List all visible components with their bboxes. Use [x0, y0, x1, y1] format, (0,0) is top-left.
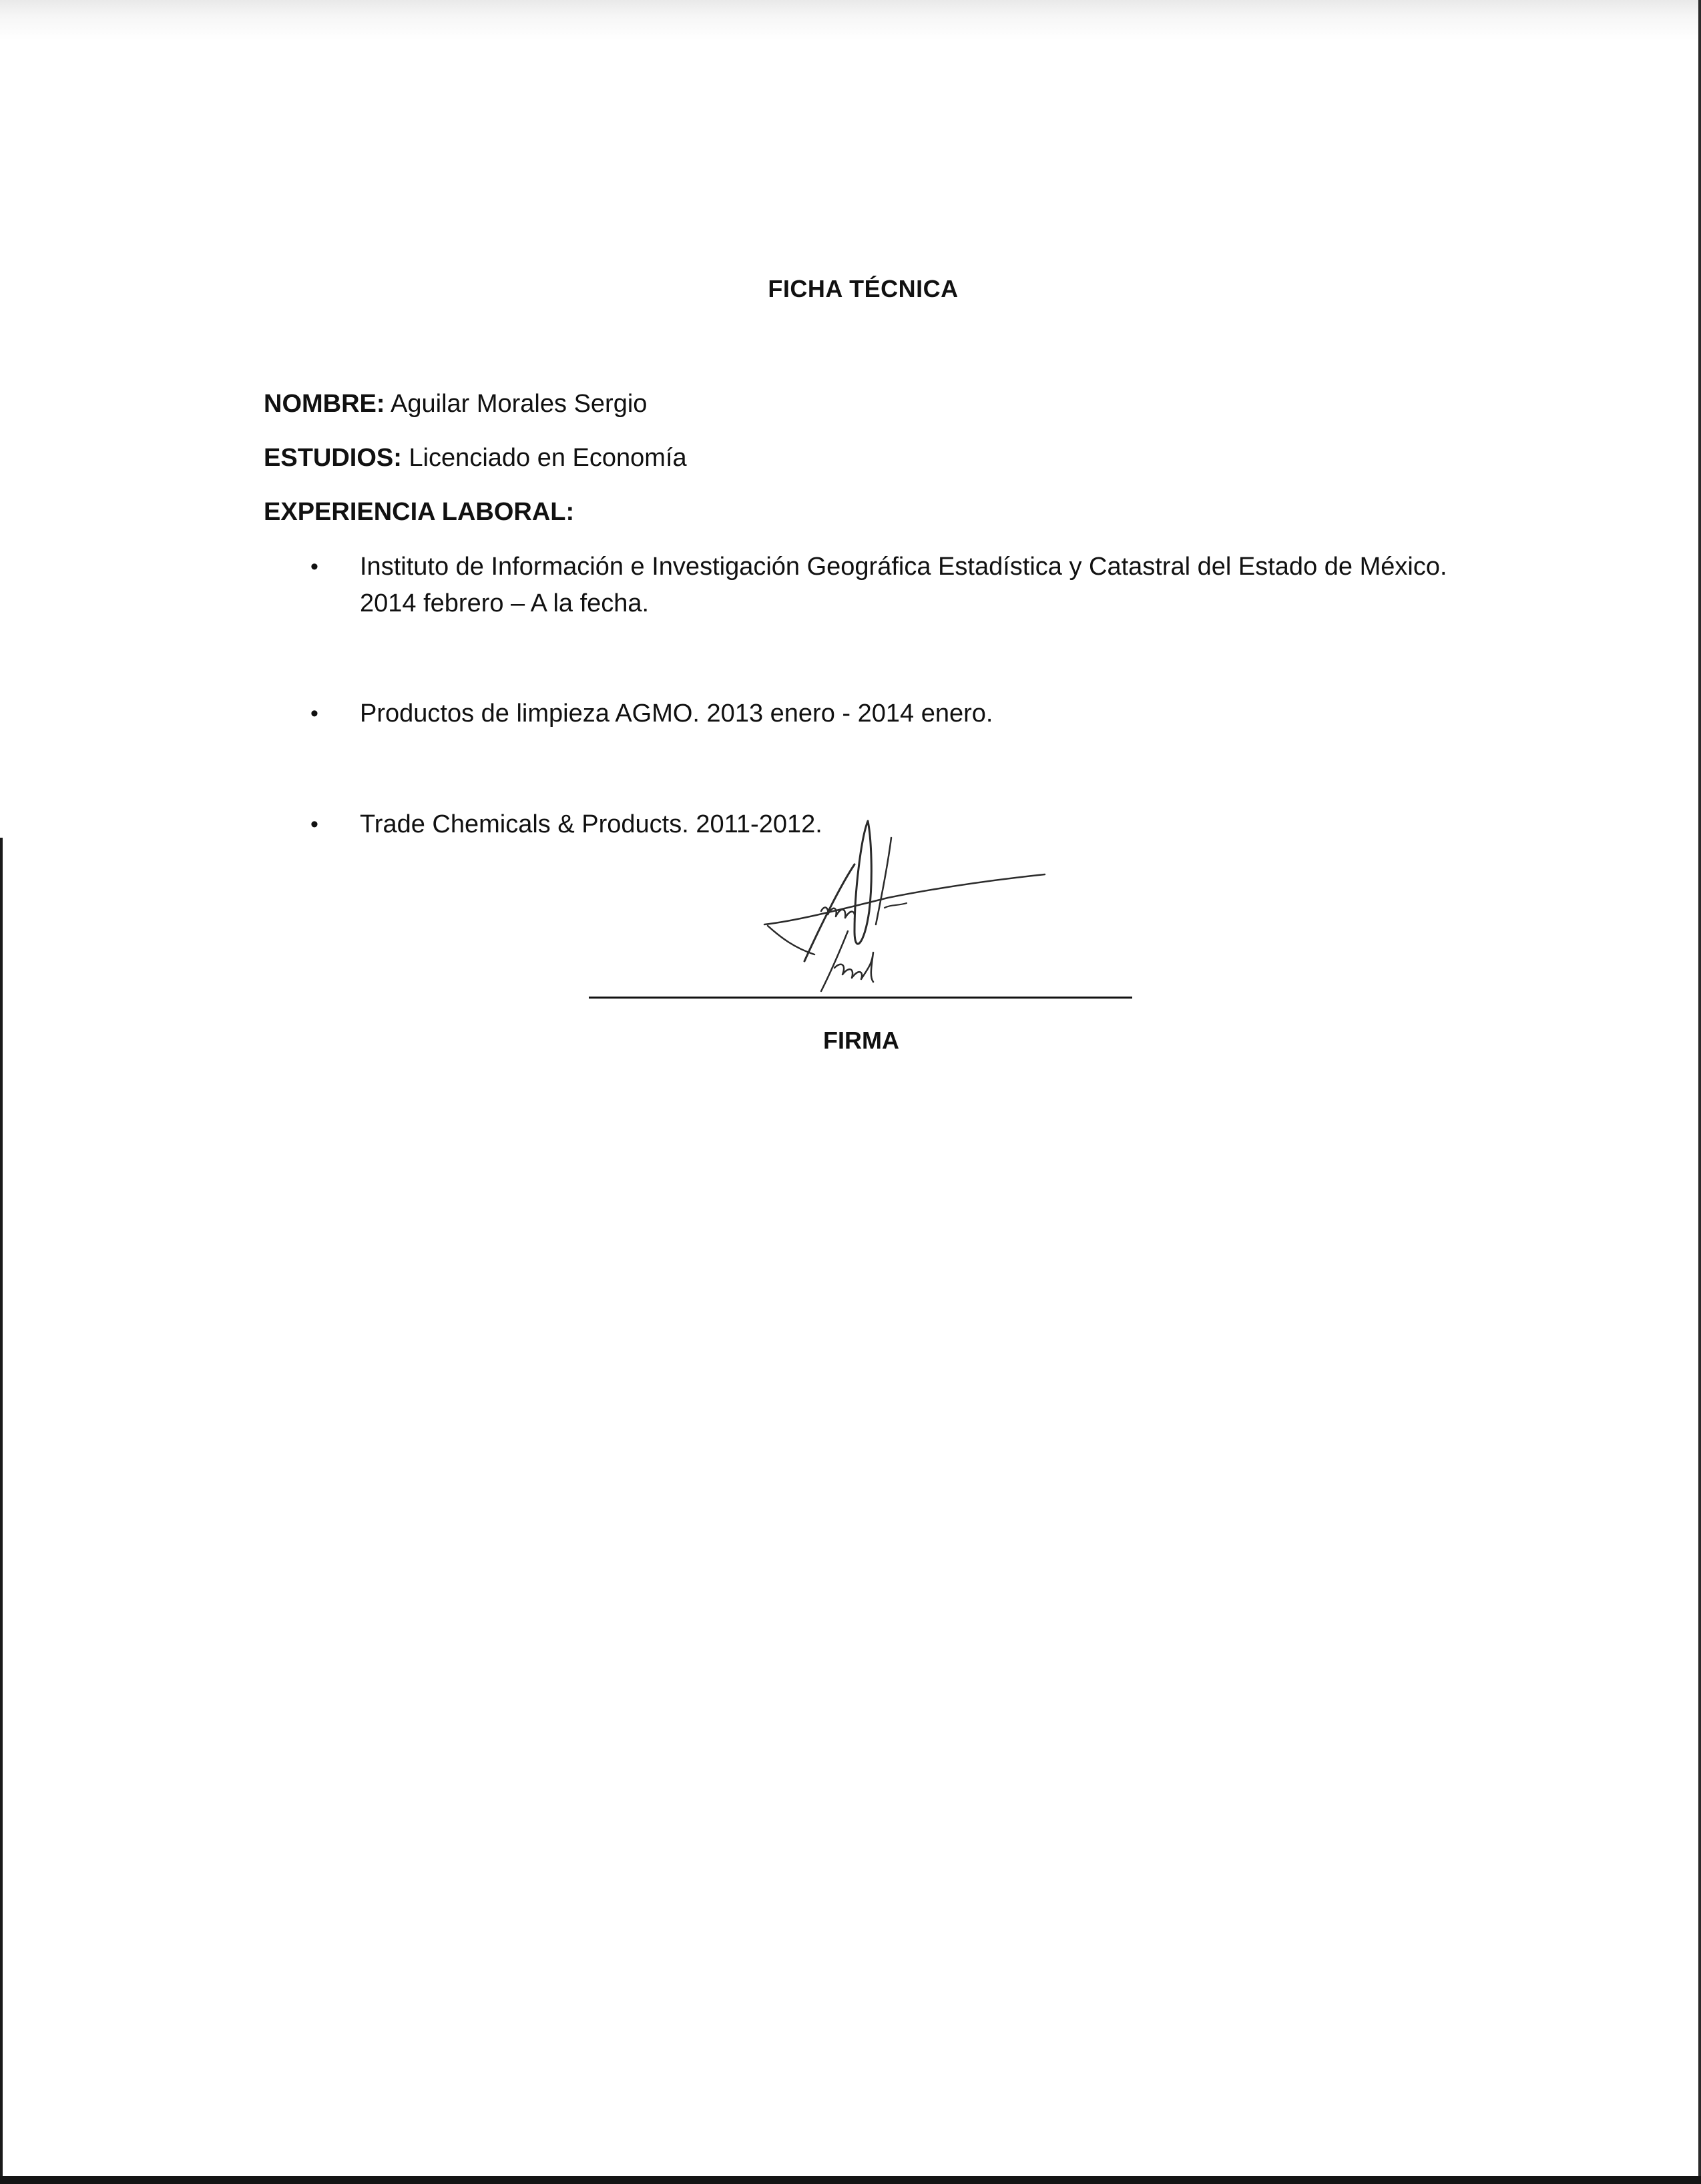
- field-nombre-label: NOMBRE:: [264, 390, 385, 418]
- field-experiencia: [264, 497, 574, 527]
- field-estudios-label: ESTUDIOS:: [264, 444, 402, 472]
- field-experiencia-label: EXPERIENCIA LABORAL:: [264, 498, 575, 526]
- signature-line: [589, 997, 1132, 999]
- field-nombre: [264, 388, 647, 419]
- field-nombre-value: Aguilar Morales Sergio: [391, 390, 648, 418]
- signature-caption: FIRMA: [823, 1027, 899, 1054]
- scan-right-edge: [1698, 0, 1701, 2184]
- scan-top-shadow: [0, 0, 1701, 40]
- field-estudios-value: Licenciado en Economía: [409, 444, 687, 472]
- bullet-marker: •: [310, 701, 318, 726]
- field-estudios: [264, 443, 687, 473]
- experience-text: Instituto de Información e Investigación Geográfica Estadística y Catastral del Estado de México. 2014 febrero – A la fecha.: [360, 553, 1447, 617]
- experience-text: Trade Chemicals & Products. 2011-2012.: [360, 810, 822, 838]
- bullet-marker: •: [310, 554, 318, 579]
- experience-text: Productos de limpieza AGMO. 2013 enero - 2014 enero.: [360, 700, 993, 728]
- scan-left-edge: [0, 838, 3, 2184]
- handwritten-signature: [754, 811, 1055, 998]
- scan-bottom-edge: [0, 2176, 1701, 2184]
- bullet-marker: •: [310, 812, 318, 837]
- page-title: FICHA TÉCNICA: [768, 275, 959, 302]
